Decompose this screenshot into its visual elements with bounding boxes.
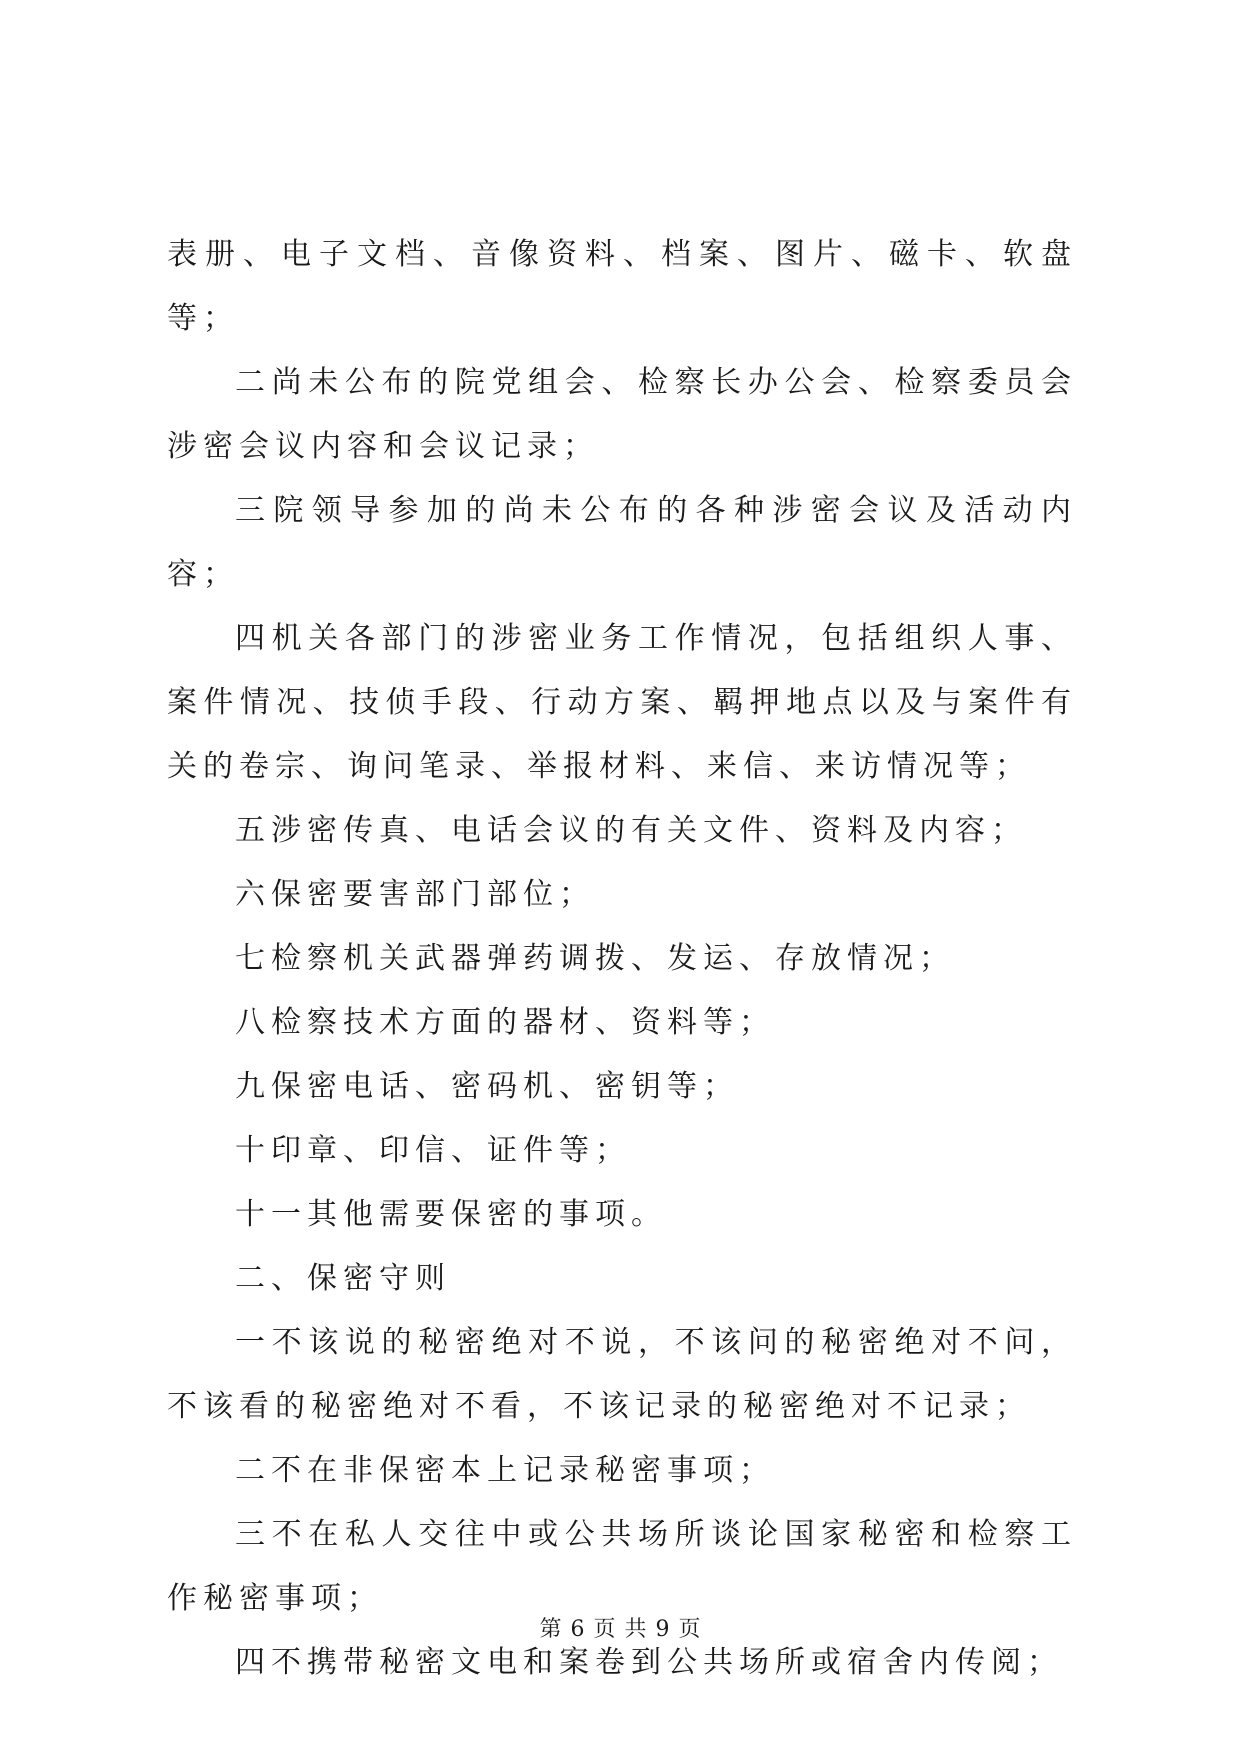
paragraph-8: 八检察技术方面的器材、资料等； (235, 1005, 775, 1040)
paragraph-3: 三院领导参加的尚未公布的各种涉密会议及活动内容； (167, 493, 1077, 592)
paragraph-11: 十一其他需要保密的事项。 (235, 1197, 667, 1232)
paragraph-1: 表册、电子文档、音像资料、档案、图片、磁卡、软盘等； (167, 237, 1077, 336)
paragraph-7: 七检察机关武器弹药调拨、发运、存放情况； (235, 941, 955, 976)
paragraph-10: 十印章、印信、证件等； (235, 1133, 631, 1168)
paragraph-6: 六保密要害部门部位； (235, 877, 595, 912)
page-number-footer: 第 6 页 共 9 页 (539, 1617, 702, 1642)
paragraph-4: 四机关各部门的涉密业务工作情况，包括组织人事、案件情况、技侦手段、行动方案、羁押地点以及与案件有关的卷宗、询问笔录、举报材料、来信、来访情况等； (167, 621, 1077, 784)
paragraph-14: 二不在非保密本上记录秘密事项； (235, 1453, 775, 1488)
paragraph-13: 一不该说的秘密绝对不说，不该问的秘密绝对不问，不该看的秘密绝对不看，不该记录的秘密绝对不记录； (167, 1325, 1077, 1424)
paragraph-15: 三不在私人交往中或公共场所谈论国家秘密和检察工作秘密事项； (167, 1517, 1077, 1616)
document-body (167, 223, 1077, 1695)
section-heading: 二、保密守则 (235, 1261, 451, 1296)
paragraph-2: 二尚未公布的院党组会、检察长办公会、检察委员会涉密会议内容和会议记录； (167, 365, 1077, 464)
paragraph-5: 五涉密传真、电话会议的有关文件、资料及内容； (235, 813, 1027, 848)
paragraph-9: 九保密电话、密码机、密钥等； (235, 1069, 739, 1104)
paragraph-16: 四不携带秘密文电和案卷到公共场所或宿舍内传阅； (235, 1645, 1063, 1680)
